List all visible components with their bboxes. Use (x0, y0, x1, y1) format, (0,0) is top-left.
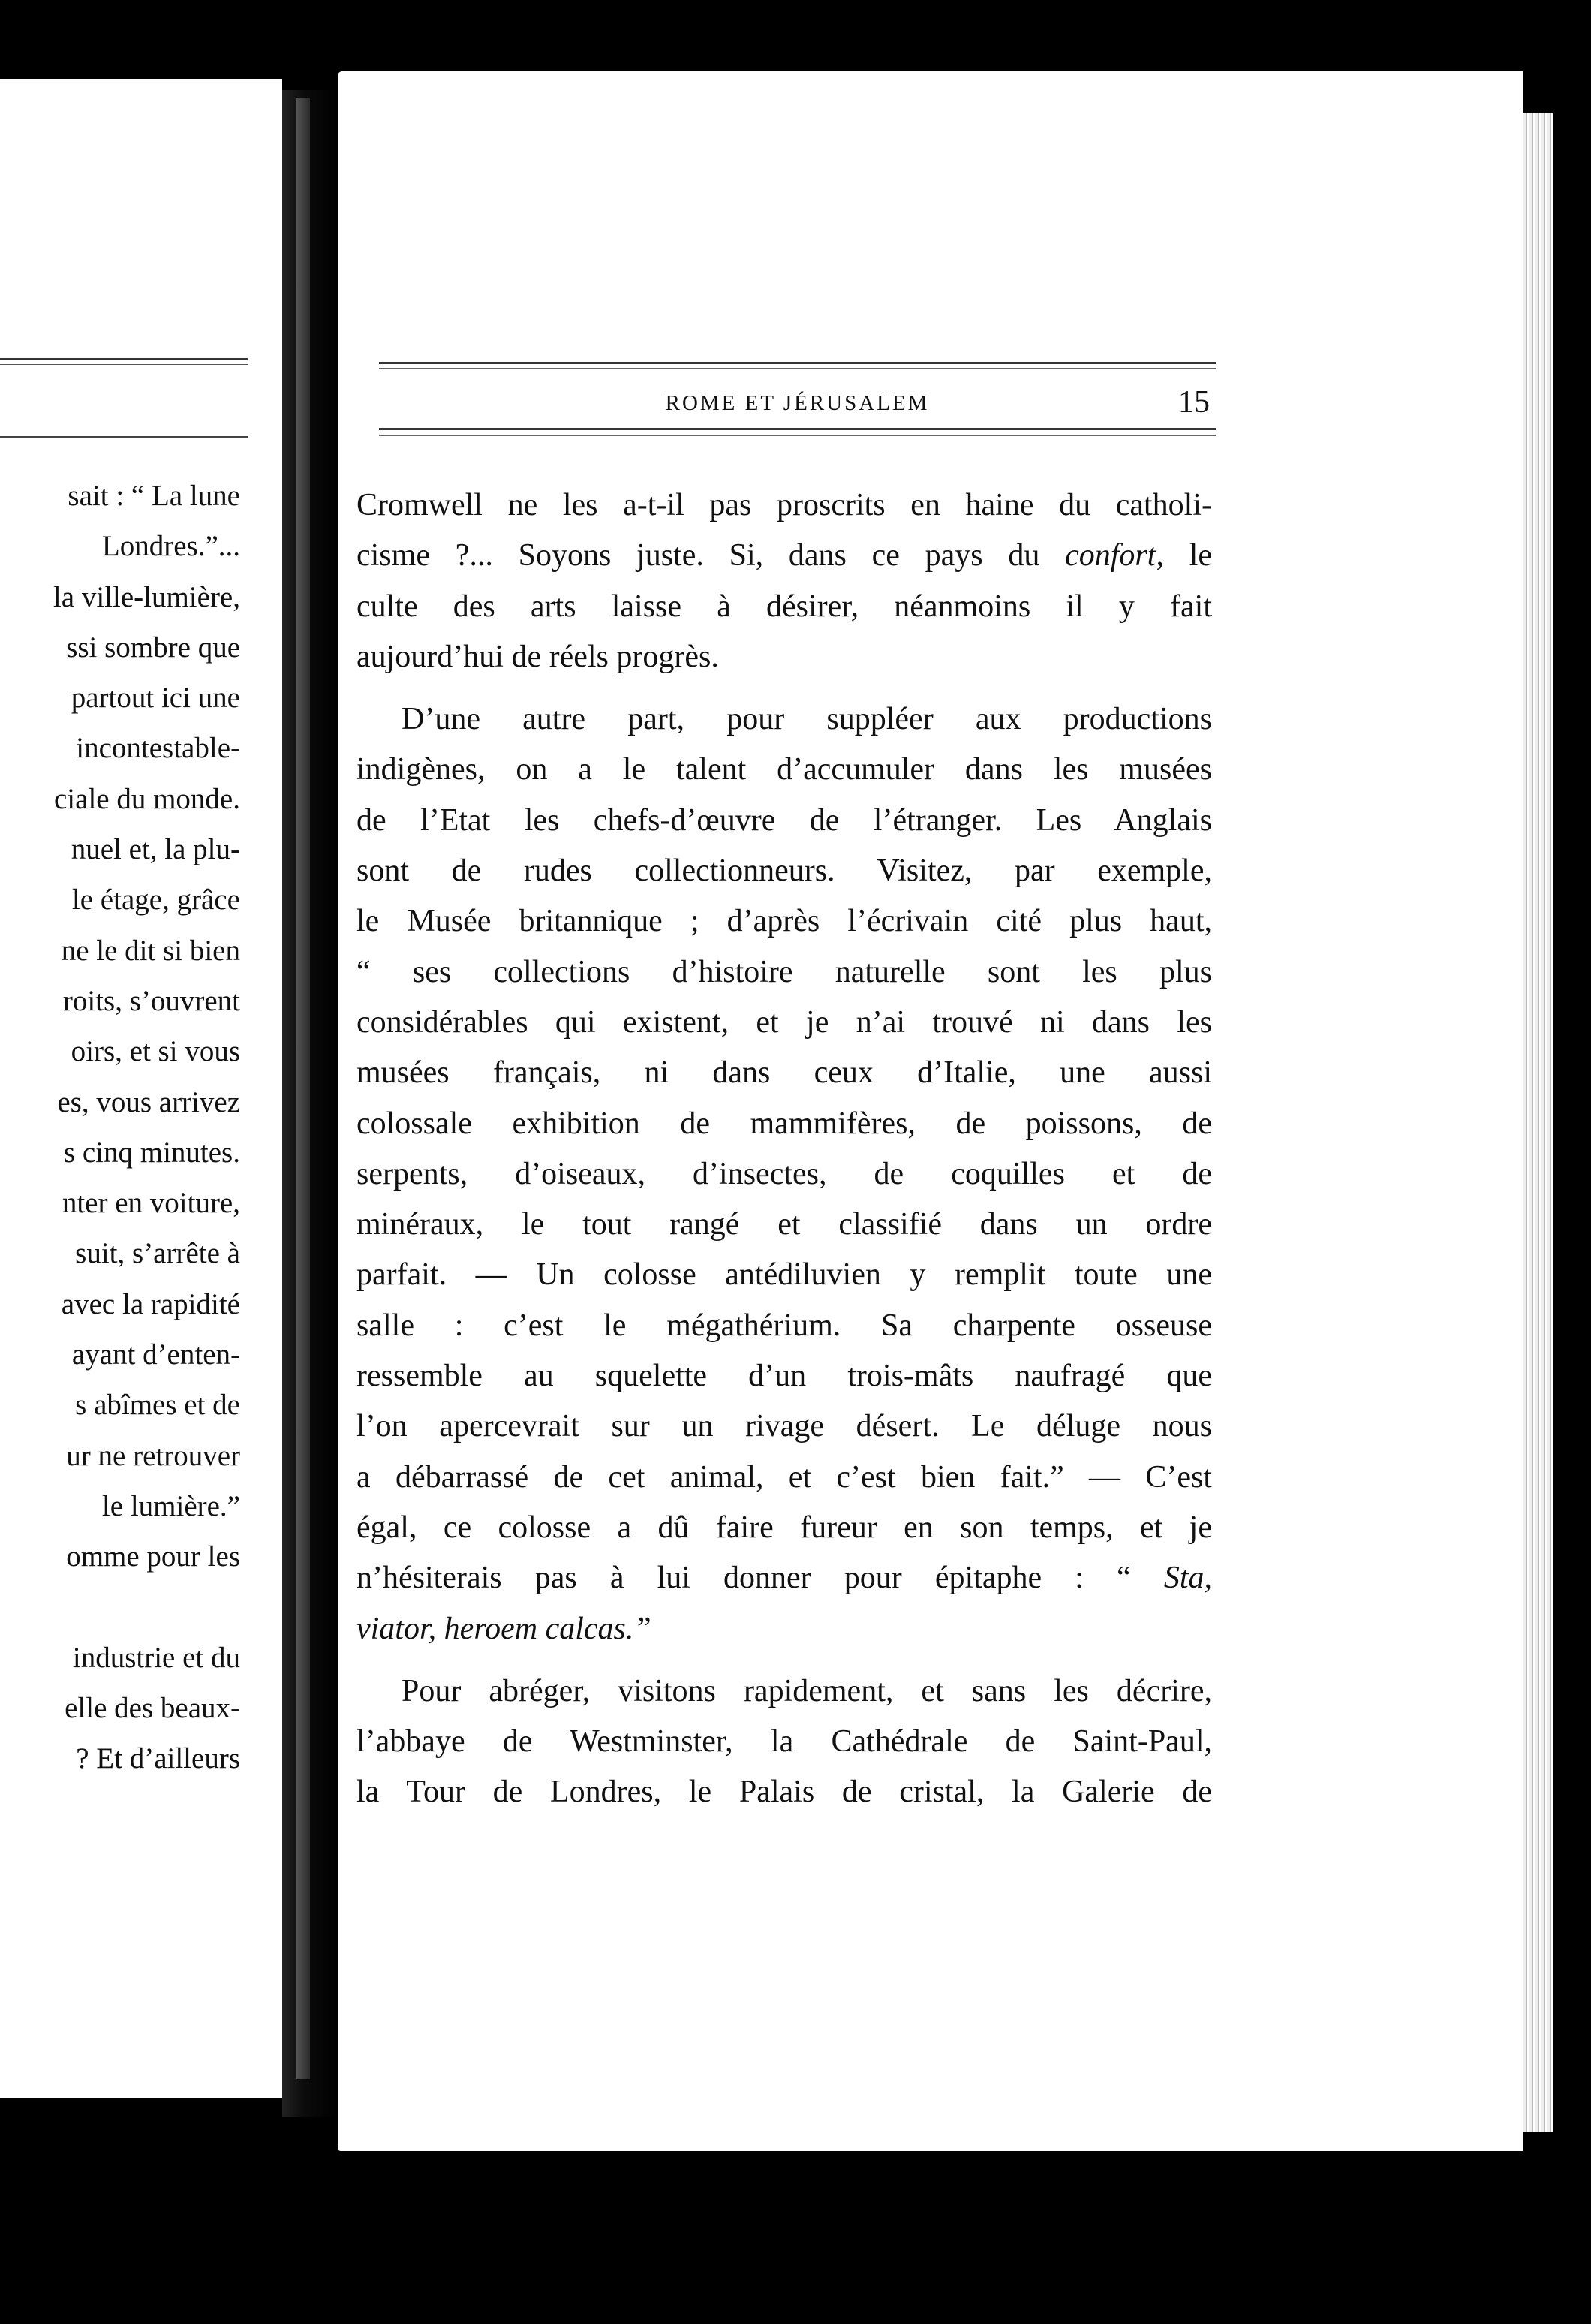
text-line: serpents, d’oiseaux, d’insectes, de coquilles et de (356, 1156, 1212, 1191)
text-line: salle : c’est le mégathérium. Sa charpente osseuse (356, 1308, 1212, 1343)
text-line: le lumière.” (101, 1489, 240, 1522)
text-line: musées français, ni dans ceux d’Italie, une aussi (356, 1055, 1212, 1091)
text-line: viator, heroem calcas.” (356, 1611, 651, 1646)
text-line: D’une autre part, pour suppléer aux productions (402, 702, 1212, 737)
page-number: 15 (1178, 385, 1210, 420)
text-line: culte des arts laisse à désirer, néanmoins il y fait (356, 589, 1212, 624)
text-line: cisme ?... Soyons juste. Si, dans ce pays du confort, le (356, 538, 1213, 573)
text-line: oirs, et si vous (71, 1035, 240, 1068)
text-line: s cinq minutes. (63, 1136, 240, 1169)
text-line (0, 1582, 240, 1633)
text-line: l’abbaye de Westminster, la Cathédrale de Saint-Paul, (356, 1724, 1212, 1760)
text-line: ciale du monde. (54, 782, 240, 815)
header-rule (379, 368, 1216, 369)
text-line: suit, s’arrête à (75, 1237, 240, 1270)
text-line: ne le dit si bien (61, 934, 240, 967)
text-line: a débarrassé de cet animal, et c’est bien fait.” — C’est (356, 1459, 1212, 1495)
text-line: nter en voiture, (62, 1187, 240, 1220)
text-line: n’hésiterais pas à lui donner pour épitaphe : “ Sta, (356, 1561, 1212, 1596)
text-line: aujourd’hui de réels progrès. (356, 639, 719, 674)
header-rule (379, 362, 1216, 364)
book-gutter (282, 90, 338, 2117)
text-line: roits, s’ouvrent (62, 984, 240, 1017)
text-line: ur ne retrouver (66, 1439, 240, 1472)
header-rule (379, 428, 1216, 430)
text-line: es, vous arrivez (57, 1085, 240, 1118)
text-line: Pour abréger, visitons rapidement, et sans les décrire, (402, 1673, 1212, 1708)
text-line: sont de rudes collectionneurs. Visitez, par exemple, (356, 853, 1212, 889)
running-title: ROME ET JÉRUSALEM (665, 391, 930, 415)
text-line: de l’Etat les chefs-d’œuvre de l’étranger. Les Anglais (356, 802, 1212, 838)
text-line: omme pour les (66, 1540, 240, 1573)
page-body (356, 480, 1212, 1818)
text-line: le étage, grâce (71, 884, 240, 917)
text-line: avec la rapidité (61, 1287, 240, 1320)
text-line: égal, ce colosse a dû faire fureur en son temps, et je (356, 1510, 1212, 1545)
text-line: s abîmes et de (75, 1389, 240, 1422)
text-line: partout ici une (71, 682, 240, 715)
text-line: considérables qui existent, et je n’ai trouvé ni dans les (356, 1004, 1212, 1040)
text-line: le Musée britannique ; d’après l’écrivain cité plus haut, (356, 904, 1212, 939)
text-line: elle des beaux- (65, 1692, 240, 1725)
text-line: ayant d’enten- (71, 1338, 240, 1371)
header-rule (0, 358, 248, 360)
page-edges (1523, 113, 1553, 2132)
header-rule (0, 364, 248, 365)
text-line: industrie et du (72, 1641, 240, 1674)
header-rule (379, 435, 1216, 436)
text-line: Londres.”... (101, 530, 240, 563)
text-line: colossale exhibition de mammifères, de poissons, de (356, 1106, 1212, 1141)
previous-page-text (0, 471, 240, 1784)
text-line: Cromwell ne les a-t-il pas proscrits en haine du catholi- (356, 488, 1212, 522)
text-line: “ ses collections d’histoire naturelle sont les plus (356, 954, 1212, 989)
text-line: la Tour de Londres, le Palais de cristal, la Galerie de (356, 1775, 1212, 1810)
text-line: l’on apercevrait sur un rivage désert. Le déluge nous (356, 1409, 1212, 1444)
header-rule (0, 436, 248, 438)
text-line: ? Et d’ailleurs (76, 1742, 240, 1775)
previous-page (0, 79, 282, 2098)
text-line: minéraux, le tout rangé et classifié dans un ordre (356, 1207, 1212, 1242)
text-line: ressemble au squelette d’un trois-mâts naufragé que (356, 1359, 1212, 1394)
text-line: nuel et, la plu- (71, 833, 240, 866)
text-line: incontestable- (76, 732, 240, 765)
text-line: indigènes, on a le talent d’accumuler dans les musées (356, 752, 1212, 787)
text-line: la ville-lumière, (53, 580, 240, 613)
text-line: parfait. — Un colosse antédiluvien y remplit toute une (356, 1257, 1212, 1293)
book-gutter-highlight (296, 98, 310, 2079)
text-line: sait : “ La lune (68, 480, 240, 512)
text-line: ssi sombre que (66, 631, 240, 664)
